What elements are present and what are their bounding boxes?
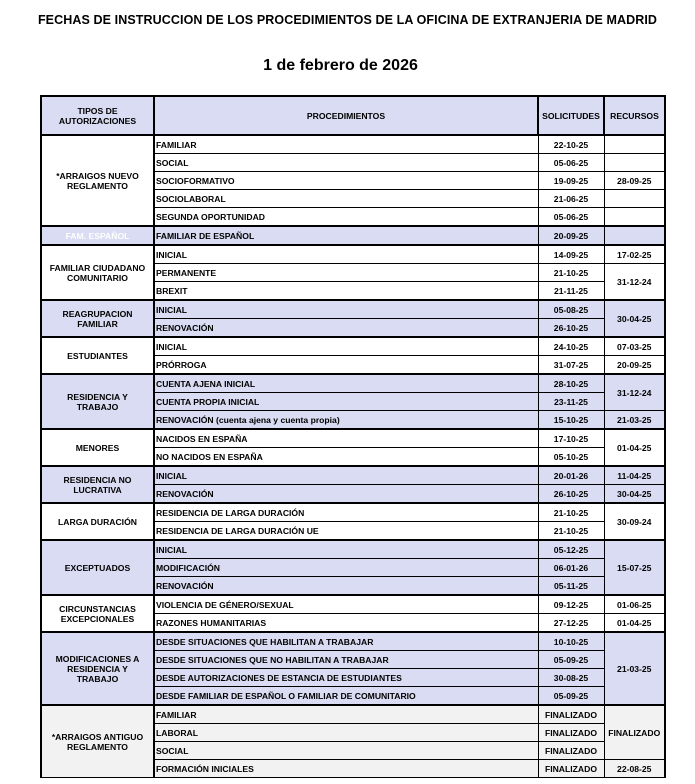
group-label: *ARRAIGOS NUEVO REGLAMENTO — [41, 135, 154, 226]
procedure-cell: MODIFICACIÓN — [154, 559, 538, 577]
solicitudes-cell: 05-06-25 — [538, 208, 604, 227]
table-row — [41, 135, 665, 154]
procedure-cell: LABORAL — [154, 724, 538, 742]
solicitudes-cell: 14-09-25 — [538, 245, 604, 264]
recursos-cell: 21-03-25 — [604, 411, 665, 430]
recursos-cell: 15-07-25 — [604, 540, 665, 595]
solicitudes-cell: 21-10-25 — [538, 503, 604, 522]
solicitudes-cell: 21-11-25 — [538, 282, 604, 301]
table-row — [41, 466, 665, 485]
header-solicitudes: SOLICITUDES — [538, 96, 604, 135]
recursos-cell: 22-08-25 — [604, 760, 665, 778]
procedure-cell: INICIAL — [154, 337, 538, 356]
procedure-cell: NACIDOS EN ESPAÑA — [154, 429, 538, 448]
solicitudes-cell: FINALIZADO — [538, 742, 604, 760]
recursos-cell: 28-09-25 — [604, 172, 665, 190]
procedure-cell: INICIAL — [154, 300, 538, 319]
procedure-cell: FAMILIAR — [154, 705, 538, 724]
recursos-cell: 21-03-25 — [604, 632, 665, 705]
table-row — [41, 595, 665, 614]
solicitudes-cell: 05-06-25 — [538, 154, 604, 172]
procedure-cell: RENOVACIÓN — [154, 485, 538, 504]
procedure-cell: INICIAL — [154, 245, 538, 264]
group-label: ESTUDIANTES — [41, 337, 154, 374]
recursos-cell: 31-12-24 — [604, 374, 665, 411]
procedure-cell: FORMACIÓN INICIALES — [154, 760, 538, 778]
recursos-cell: 20-09-25 — [604, 356, 665, 375]
procedure-cell: DESDE FAMILIAR DE ESPAÑOL O FAMILIAR DE COMUNITARIO — [154, 687, 538, 706]
solicitudes-cell: 05-10-25 — [538, 448, 604, 467]
recursos-cell — [604, 135, 665, 154]
procedure-cell: RENOVACIÓN — [154, 319, 538, 338]
table-row — [41, 503, 665, 522]
recursos-cell — [604, 226, 665, 245]
procedure-cell: SOCIAL — [154, 742, 538, 760]
header-recursos: RECURSOS — [604, 96, 665, 135]
procedure-cell: INICIAL — [154, 540, 538, 559]
procedure-cell: PRÓRROGA — [154, 356, 538, 375]
solicitudes-cell: 20-09-25 — [538, 226, 604, 245]
recursos-cell: 07-03-25 — [604, 337, 665, 356]
recursos-cell — [604, 208, 665, 227]
table-row — [41, 226, 665, 245]
solicitudes-cell: 27-12-25 — [538, 614, 604, 633]
solicitudes-cell: 23-11-25 — [538, 393, 604, 411]
header-procedimientos: PROCEDIMIENTOS — [154, 96, 538, 135]
procedure-cell: RAZONES HUMANITARIAS — [154, 614, 538, 633]
group-label: *ARRAIGOS ANTIGUO REGLAMENTO — [41, 705, 154, 778]
table-row — [41, 540, 665, 559]
solicitudes-cell: 26-10-25 — [538, 319, 604, 338]
solicitudes-cell: 05-11-25 — [538, 577, 604, 596]
recursos-cell: 01-04-25 — [604, 614, 665, 633]
header-tipos: TIPOS DE AUTORIZACIONES — [41, 96, 154, 135]
solicitudes-cell: 24-10-25 — [538, 337, 604, 356]
procedure-cell: FAMILIAR DE ESPAÑOL — [154, 226, 538, 245]
recursos-cell: 11-04-25 — [604, 466, 665, 485]
recursos-cell: 01-06-25 — [604, 595, 665, 614]
solicitudes-cell: 26-10-25 — [538, 485, 604, 504]
group-label: FAMILIAR CIUDADANO COMUNITARIO — [41, 245, 154, 300]
page-title: FECHAS DE INSTRUCCION DE LOS PROCEDIMIENTOS DE LA OFICINA DE EXTRANJERIA DE MADRID — [37, 13, 658, 27]
procedure-cell: RESIDENCIA DE LARGA DURACIÓN UE — [154, 522, 538, 541]
group-label: MENORES — [41, 429, 154, 466]
recursos-cell: 01-04-25 — [604, 429, 665, 466]
table-row — [41, 300, 665, 319]
table-row — [41, 632, 665, 651]
procedure-cell: NO NACIDOS EN ESPAÑA — [154, 448, 538, 467]
solicitudes-cell: 05-09-25 — [538, 651, 604, 669]
procedure-cell: DESDE SITUACIONES QUE NO HABILITAN A TRABAJAR — [154, 651, 538, 669]
procedure-cell: RENOVACIÓN (cuenta ajena y cuenta propia) — [154, 411, 538, 430]
procedures-table — [40, 95, 666, 778]
solicitudes-cell: 21-10-25 — [538, 264, 604, 282]
group-label: FAM. ESPAÑOL — [41, 226, 154, 245]
solicitudes-cell: 22-10-25 — [538, 135, 604, 154]
solicitudes-cell: 31-07-25 — [538, 356, 604, 375]
recursos-cell: FINALIZADO — [604, 705, 665, 760]
solicitudes-cell: 06-01-26 — [538, 559, 604, 577]
solicitudes-cell: 28-10-25 — [538, 374, 604, 393]
group-label: RESIDENCIA Y TRABAJO — [41, 374, 154, 429]
procedure-cell: CUENTA PROPIA INICIAL — [154, 393, 538, 411]
solicitudes-cell: FINALIZADO — [538, 705, 604, 724]
recursos-cell — [604, 154, 665, 172]
procedure-cell: RESIDENCIA DE LARGA DURACIÓN — [154, 503, 538, 522]
group-label: CIRCUNSTANCIAS EXCEPCIONALES — [41, 595, 154, 632]
recursos-cell: 30-04-25 — [604, 485, 665, 504]
procedure-cell: DESDE SITUACIONES QUE HABILITAN A TRABAJAR — [154, 632, 538, 651]
table-row — [41, 337, 665, 356]
group-label: REAGRUPACION FAMILIAR — [41, 300, 154, 337]
solicitudes-cell: 30-08-25 — [538, 669, 604, 687]
solicitudes-cell: 19-09-25 — [538, 172, 604, 190]
group-label: MODIFICACIONES A RESIDENCIA Y TRABAJO — [41, 632, 154, 705]
recursos-cell — [604, 190, 665, 208]
solicitudes-cell: 15-10-25 — [538, 411, 604, 430]
recursos-cell: 30-04-25 — [604, 300, 665, 337]
group-label: EXCEPTUADOS — [41, 540, 154, 595]
solicitudes-cell: FINALIZADO — [538, 724, 604, 742]
solicitudes-cell: 05-09-25 — [538, 687, 604, 706]
group-label: RESIDENCIA NO LUCRATIVA — [41, 466, 154, 503]
procedure-cell: VIOLENCIA DE GÉNERO/SEXUAL — [154, 595, 538, 614]
procedure-cell: SEGUNDA OPORTUNIDAD — [154, 208, 538, 227]
solicitudes-cell: 10-10-25 — [538, 632, 604, 651]
recursos-cell: 31-12-24 — [604, 264, 665, 301]
procedure-cell: CUENTA AJENA INICIAL — [154, 374, 538, 393]
solicitudes-cell: 09-12-25 — [538, 595, 604, 614]
solicitudes-cell: 05-12-25 — [538, 540, 604, 559]
report-date: 1 de febrero de 2026 — [263, 57, 418, 74]
procedure-cell: SOCIAL — [154, 154, 538, 172]
procedure-cell: PERMANENTE — [154, 264, 538, 282]
solicitudes-cell: FINALIZADO — [538, 760, 604, 778]
group-label: LARGA DURACIÓN — [41, 503, 154, 540]
solicitudes-cell: 20-01-26 — [538, 466, 604, 485]
table-header-row — [41, 96, 665, 135]
procedure-cell: INICIAL — [154, 466, 538, 485]
table-row — [41, 705, 665, 724]
solicitudes-cell: 21-06-25 — [538, 190, 604, 208]
table-row — [41, 374, 665, 393]
solicitudes-cell: 17-10-25 — [538, 429, 604, 448]
procedure-cell: SOCIOLABORAL — [154, 190, 538, 208]
procedure-cell: SOCIOFORMATIVO — [154, 172, 538, 190]
procedure-cell: DESDE AUTORIZACIONES DE ESTANCIA DE ESTUDIANTES — [154, 669, 538, 687]
table-row — [41, 245, 665, 264]
procedure-cell: FAMILIAR — [154, 135, 538, 154]
recursos-cell: 17-02-25 — [604, 245, 665, 264]
recursos-cell: 30-09-24 — [604, 503, 665, 540]
procedure-cell: BREXIT — [154, 282, 538, 301]
procedure-cell: RENOVACIÓN — [154, 577, 538, 596]
solicitudes-cell: 21-10-25 — [538, 522, 604, 541]
solicitudes-cell: 05-08-25 — [538, 300, 604, 319]
table-row — [41, 429, 665, 448]
